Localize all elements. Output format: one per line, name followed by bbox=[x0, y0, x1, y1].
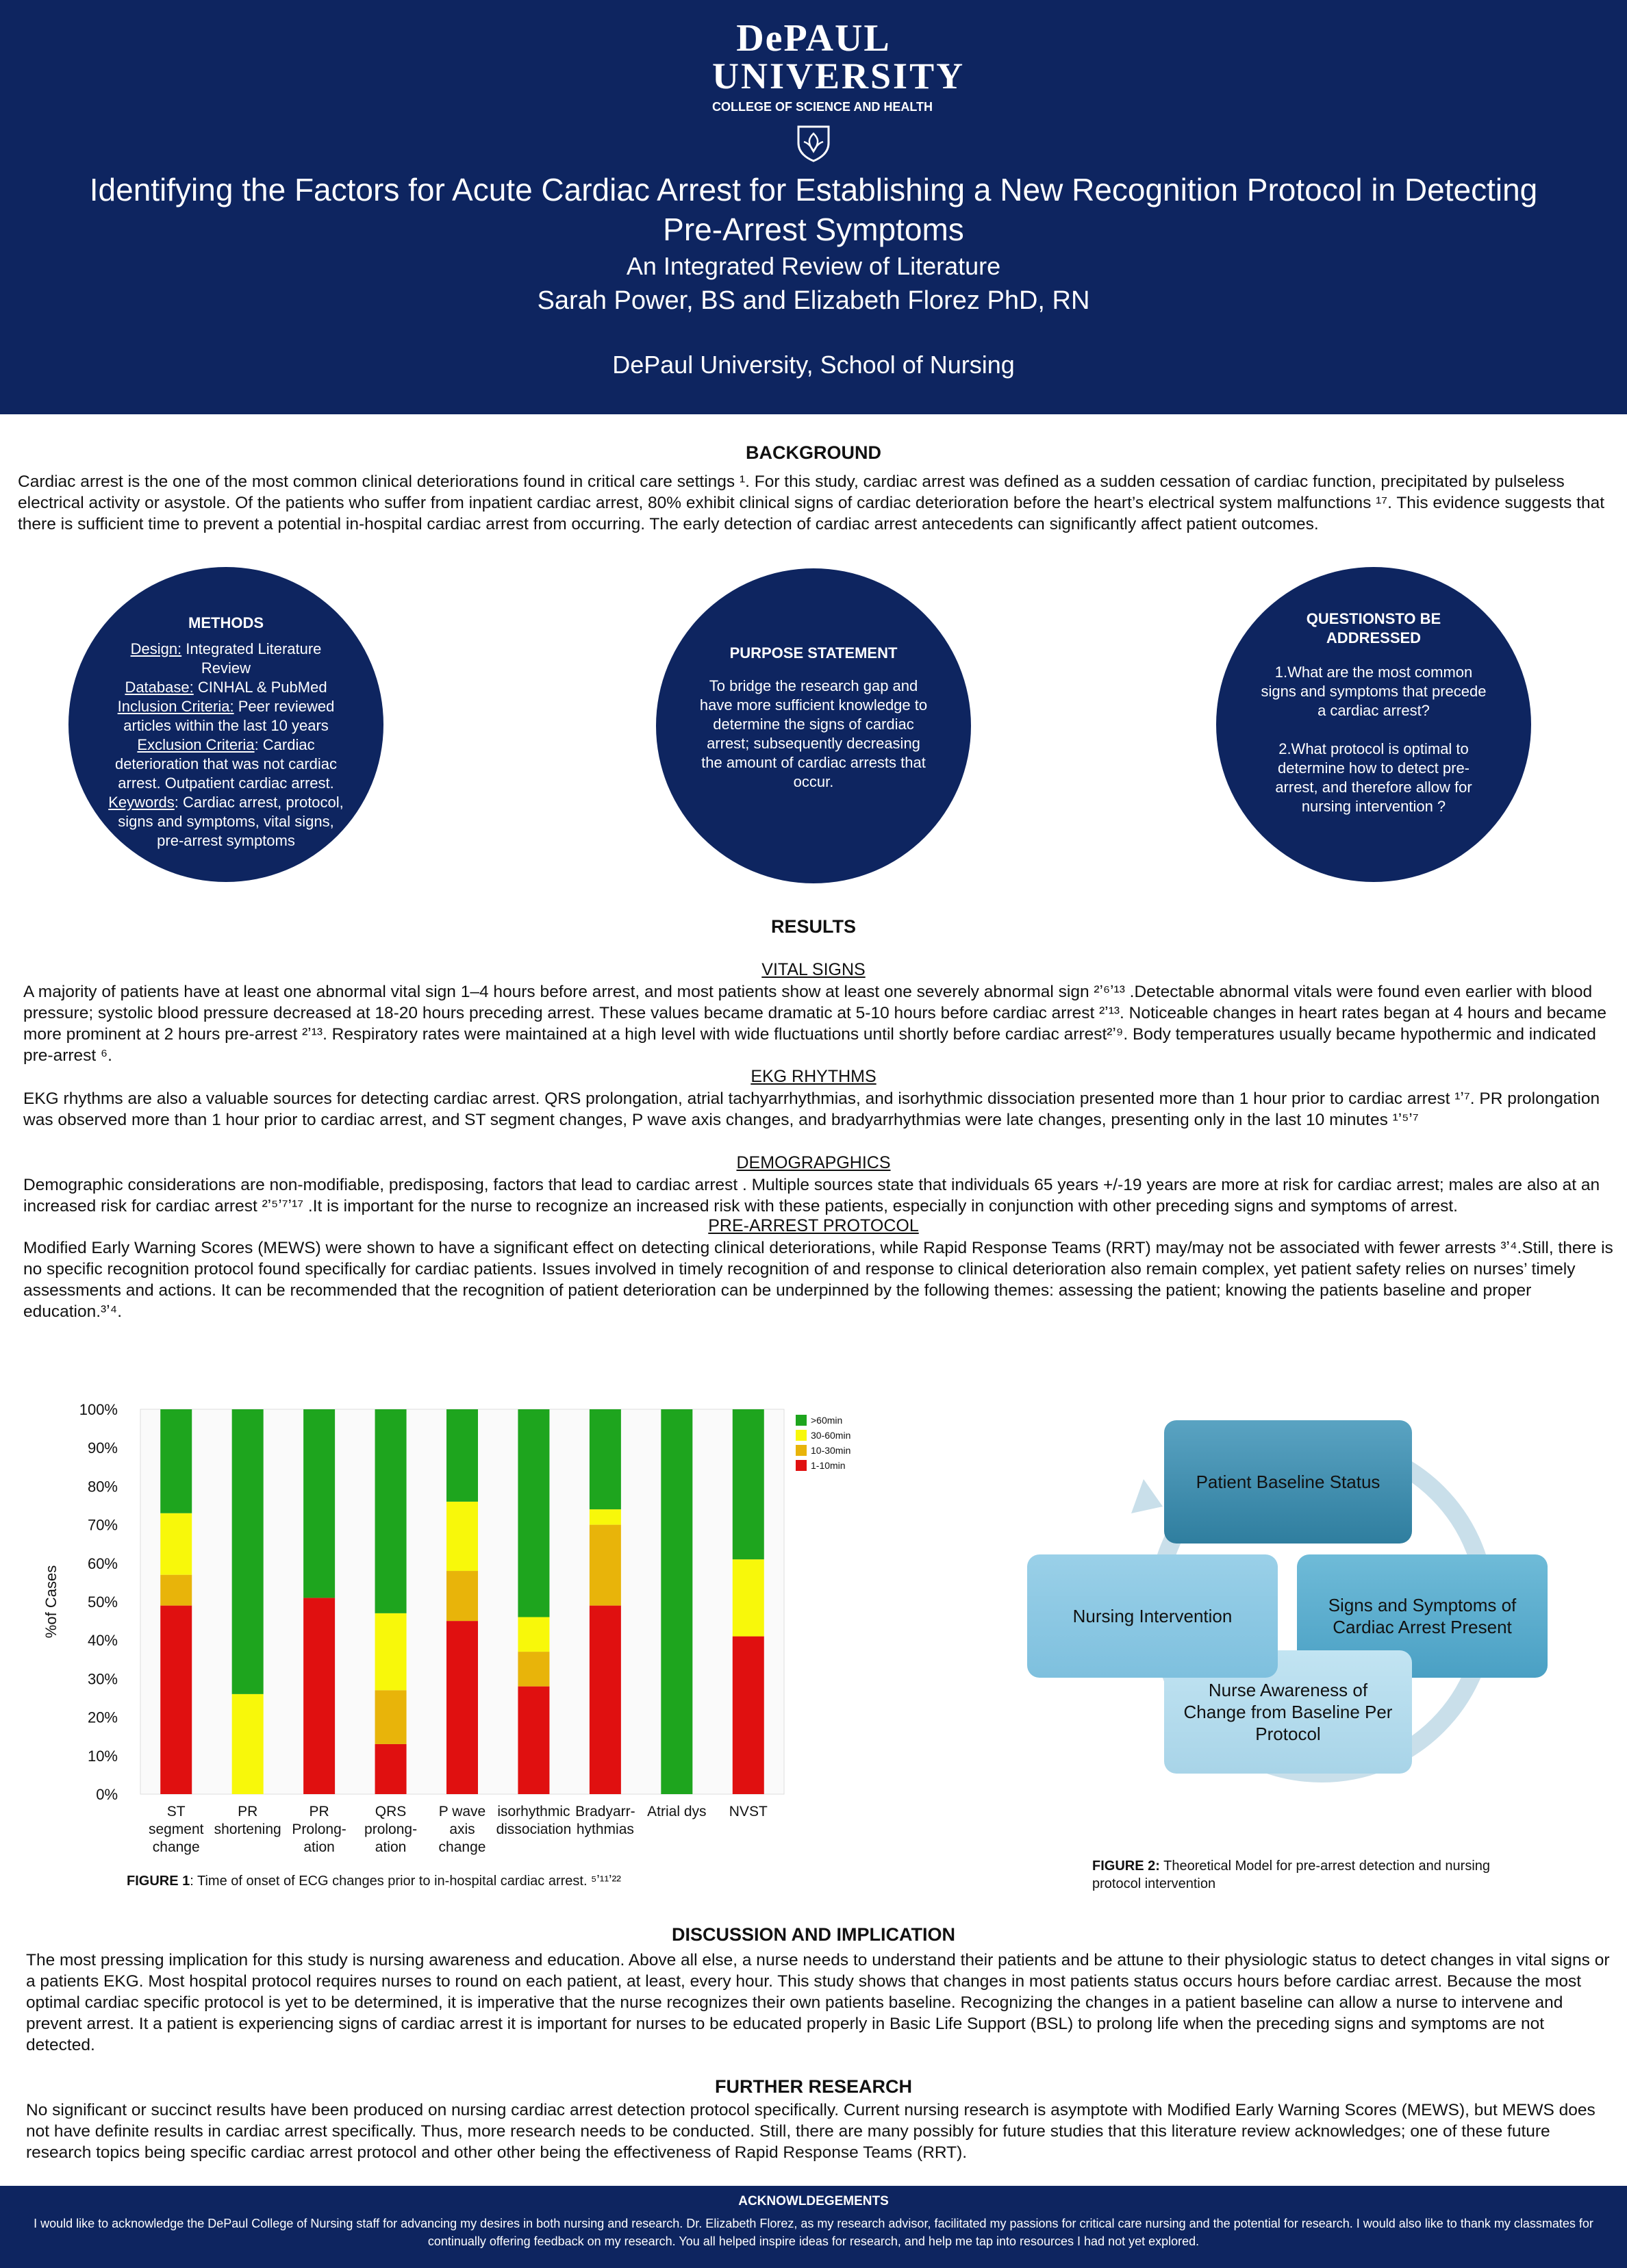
bar-segment bbox=[446, 1502, 478, 1571]
shield-icon bbox=[794, 124, 833, 162]
logo-line-2: UNIVERSITY bbox=[712, 55, 966, 97]
y-tick-label: 40% bbox=[87, 1632, 118, 1650]
purpose-text: To bridge the research gap and have more sufficient knowledge to determine the signs of cardiac arrest; subsequently decreasing the amount of cardiac arrests that occur. bbox=[699, 677, 928, 790]
bar-segment bbox=[518, 1687, 549, 1794]
y-tick-label: 80% bbox=[87, 1478, 118, 1496]
box-nursing-intervention: Nursing Intervention bbox=[1027, 1554, 1278, 1678]
y-tick-label: 0% bbox=[96, 1786, 118, 1803]
figure2-text: Theoretical Model for pre-arrest detection and nursing protocol intervention bbox=[1092, 1859, 1491, 1891]
box-patient-baseline: Patient Baseline Status bbox=[1164, 1420, 1412, 1544]
background-text: Cardiac arrest is the one of the most common clinical deteriorations found in critical care settings ¹. For this study, cardiac arrest was defined as a sudden cessation of cardiac function, precipitated by pulseless electrical activity or asystole. Of the patients who suffer from inpatient cardiac arrest, 80% exhibit clinical signs of cardiac deterioration before the heart’s electrical system malfunctions ¹⁷. This evidence suggests that there is sufficient time to prevent a potential in-hospital cardiac arrest from occurring. The early detection of cardiac arrest antecedents can significantly affect patient outcomes. bbox=[18, 473, 1605, 533]
methods-exclusion bbox=[104, 735, 348, 793]
questions-heading: QUESTIONSTO BE ADDRESSED bbox=[1306, 610, 1441, 646]
poster-authors: Sarah Power, BS and Elizabeth Florez PhD, RN bbox=[537, 286, 1090, 315]
methods-database-value: CINHAL & PubMed bbox=[193, 679, 327, 696]
figure1-caption bbox=[127, 1874, 621, 1889]
bar-segment bbox=[375, 1690, 407, 1744]
x-tick-label: PR shortening bbox=[214, 1804, 281, 1837]
x-tick-label: PR Prolong-ation bbox=[292, 1804, 346, 1855]
bar-segment bbox=[446, 1621, 478, 1794]
background-heading: BACKGROUND bbox=[746, 442, 881, 463]
ecg-onset-chart bbox=[27, 1390, 851, 1890]
bar-segment bbox=[446, 1409, 478, 1502]
acknowledgements-text: I would like to acknowledge the DePaul College of Nursing staff for advancing my desires in both nursing and research. Dr. Elizabeth Florez, as my research advisor, facilitated my passions for critical care nursing and the potential for research. I would also like to thank my classmates for continually offering feedback on my research. You all helped inspire ideas for research, and help me tap into resources I had not yet explored. bbox=[34, 2217, 1593, 2248]
methods-inclusion-value: Peer reviewed articles within the last 10 years bbox=[123, 698, 335, 734]
question-2: 2.What protocol is optimal to determine how to detect pre-arrest, and therefore allow for nursing intervention ? bbox=[1275, 740, 1472, 815]
x-tick-label: NVST bbox=[729, 1804, 768, 1819]
poster-subtitle: An Integrated Review of Literature bbox=[626, 252, 1001, 280]
bar-segment bbox=[160, 1606, 192, 1794]
bar-segment bbox=[518, 1409, 549, 1617]
methods-exclusion-label: Exclusion Criteria bbox=[137, 736, 255, 753]
methods-design bbox=[104, 640, 348, 678]
y-tick-label: 70% bbox=[87, 1516, 118, 1534]
y-tick-label: 90% bbox=[87, 1439, 118, 1457]
box-signs-symptoms: Signs and Symptoms of Cardiac Arrest Present bbox=[1297, 1554, 1548, 1678]
bar-segment bbox=[303, 1598, 335, 1794]
bar-segment bbox=[160, 1513, 192, 1575]
methods-design-label: Design: bbox=[130, 640, 182, 657]
figure1-text: : Time of onset of ECG changes prior to in-hospital cardiac arrest. ⁵ʼ¹¹ʼ²² bbox=[190, 1874, 621, 1889]
bar-segment bbox=[375, 1613, 407, 1690]
purpose-heading: PURPOSE STATEMENT bbox=[729, 644, 898, 662]
logo-line-3: COLLEGE OF SCIENCE AND HEALTH bbox=[712, 100, 933, 114]
bar-segment bbox=[590, 1409, 621, 1509]
purpose-circle bbox=[656, 568, 971, 883]
bar-segment bbox=[303, 1409, 335, 1598]
y-tick-label: 60% bbox=[87, 1554, 118, 1572]
y-tick-label: 10% bbox=[87, 1747, 118, 1765]
discussion-text: The most pressing implication for this study is nursing awareness and education. Above all else, a nurse needs to understand their patients and be attune to their physiologic status to detect changes in vital signs or a patients EKG. Most hospital protocol requires nurses to round on each patient, at least, every hour. This study shows that changes in most patients status occurs hours before cardiac arrest. Because the most optimal cardiac specific protocol is yet to be determined, it is imperative that the nurse recognizes their own patients baseline. Recognizing the changes in a patient baseline can allow a nurse to intervene and prevent arrest. It a patient is experiencing signs of cardiac arrest it is important for nurses to be educated properly in Basic Life Support (BSL) to prolong life when the preceding signs and symptoms are not detected. bbox=[26, 1951, 1610, 2054]
figure2-label: FIGURE 2: bbox=[1092, 1859, 1160, 1874]
question-1: 1.What are the most common signs and symptoms that precede a cardiac arrest? bbox=[1261, 664, 1487, 719]
demographics-text: Demographic considerations are non-modifiable, predisposing, factors that lead to cardiac arrest . Multiple sources state that individuals 65 years +/-19 years are more at risk for cardiac arrest; males are also at an increased risk for cardiac arrest ²ʼ⁵ʼ⁷ʼ¹⁷ .It is important for the nurse to recognize an increased risk with these patients, especially in conjunction with other preceding signs and symptoms of arrest. bbox=[23, 1176, 1600, 1215]
methods-inclusion-label: Inclusion Criteria: bbox=[117, 698, 234, 715]
x-tick-label: isorhythmic dissociation bbox=[496, 1804, 572, 1837]
y-tick-label: 30% bbox=[87, 1670, 118, 1688]
demographics-heading: DEMOGRAPGHICS bbox=[736, 1153, 891, 1172]
bar-segment bbox=[232, 1409, 264, 1694]
methods-circle bbox=[68, 567, 383, 882]
questions-circle bbox=[1216, 567, 1531, 882]
bar-segment bbox=[375, 1744, 407, 1794]
further-research-heading: FURTHER RESEARCH bbox=[714, 2076, 912, 2097]
y-tick-label: 50% bbox=[87, 1593, 118, 1611]
methods-database bbox=[104, 678, 348, 697]
protocol-text: Modified Early Warning Scores (MEWS) were shown to have a significant effect on detecting clinical deteriorations, while Rapid Response Teams (RRT) may/may not be associated with fewer arrests ³ʼ⁴.Still, there is no specific recognition protocol found specifically for cardiac patients. Issues involved in timely recognition of and response to clinical deterioration also remain complex, yet patient safety relies on nurses’ timely assessments and actions. It can be recommended that the recognition of patient deterioration can be underpinned by the following themes: assessing the patient; knowing the patients baseline and proper education.³ʼ⁴. bbox=[23, 1239, 1613, 1321]
poster-title: Identifying the Factors for Acute Cardiac Arrest for Establishing a New Recognition Protocol in Detecting Pre-Arrest Symptoms bbox=[89, 172, 1538, 247]
bar-segment bbox=[733, 1559, 764, 1636]
x-tick-label: ST segment change bbox=[148, 1804, 204, 1855]
bar-segment bbox=[590, 1606, 621, 1794]
figure2-caption bbox=[1092, 1857, 1517, 1893]
header-banner bbox=[0, 0, 1627, 414]
bar-segment bbox=[446, 1571, 478, 1621]
methods-inclusion bbox=[104, 697, 348, 735]
x-tick-label: Bradyarr-hythmias bbox=[575, 1804, 635, 1837]
acknowledgements-heading: ACKNOWLDEGEMENTS bbox=[738, 2194, 889, 2208]
x-tick-label: P wave axis change bbox=[438, 1804, 486, 1855]
results-heading: RESULTS bbox=[770, 916, 856, 937]
further-research-text: No significant or succinct results have been produced on nursing cardiac arrest detection protocol specifically. Current nursing research is asymptote with Modified Early Warning Scores (MEWS), but MEWS does not have definite results in cardiac arrest specifically. Thus, more research needs to be conducted. Still, there are many possibly for future studies that this literature review acknowledges; one of these future research topics being specific cardiac arrest protocol and other other being the effectiveness of Rapid Response Teams (RRT). bbox=[26, 2101, 1596, 2162]
bar-segment bbox=[518, 1652, 549, 1687]
bar-segment bbox=[518, 1617, 549, 1652]
poster-school: DePaul University, School of Nursing bbox=[612, 351, 1015, 379]
protocol-heading: PRE-ARREST PROTOCOL bbox=[708, 1216, 919, 1235]
methods-keywords-label: Keywords bbox=[108, 794, 175, 811]
bar-segment bbox=[733, 1637, 764, 1794]
legend-label: >60min bbox=[811, 1415, 843, 1426]
bar-segment bbox=[375, 1409, 407, 1613]
legend-swatch bbox=[796, 1445, 807, 1456]
bar-segment bbox=[733, 1409, 764, 1559]
bar-segment bbox=[160, 1575, 192, 1606]
vital-signs-heading: VITAL SIGNS bbox=[761, 960, 866, 979]
y-tick-label: 20% bbox=[87, 1709, 118, 1726]
y-axis-label: %of Cases bbox=[42, 1565, 60, 1639]
bar-segment bbox=[160, 1409, 192, 1513]
logo-line-1: DePAUL bbox=[736, 17, 891, 60]
x-tick-label: Atrial dys bbox=[647, 1804, 707, 1819]
methods-exclusion-value: : Cardiac deterioration that was not cardiac arrest. Outpatient cardiac arrest. bbox=[114, 736, 338, 792]
y-tick-label: 100% bbox=[79, 1401, 118, 1418]
bar-segment bbox=[232, 1694, 264, 1794]
legend-label: 10-30min bbox=[811, 1445, 851, 1456]
legend-swatch bbox=[796, 1415, 807, 1426]
acknowledgements-footer bbox=[0, 2186, 1627, 2268]
bar-segment bbox=[590, 1525, 621, 1606]
legend-label: 1-10min bbox=[811, 1460, 846, 1471]
x-tick-label: QRS prolong-ation bbox=[364, 1804, 418, 1855]
methods-heading: METHODS bbox=[188, 614, 264, 631]
discussion-heading: DISCUSSION AND IMPLICATION bbox=[671, 1924, 955, 1945]
bar-segment bbox=[661, 1409, 692, 1794]
box-nurse-awareness: Nurse Awareness of Change from Baseline Per Protocol bbox=[1164, 1650, 1412, 1774]
ekg-heading: EKG RHYTHMS bbox=[751, 1067, 876, 1086]
vital-signs-text: A majority of patients have at least one abnormal vital sign 1–4 hours before arrest, and most patients show at least one severely abnormal sign ²ʼ⁶ʼ¹³ .Detectable abnormal vitals were found even earlier with blood pressure; systolic blood pressure decreased at 18-20 hours preceding arrest. These values became dramatic at 5-10 hours before cardiac arrest ²ʼ¹³. Noticeable changes in heart rates began at 4 hours and became more prominent at 2 hours pre-arrest ²ʼ¹³. Respiratory rates were maintained at a high level with wide fluctuations until shortly before cardiac arrest²ʼ⁹. Body temperatures usually became hypothermic and indicated pre-arrest ⁶. bbox=[23, 983, 1606, 1065]
legend-swatch bbox=[796, 1430, 807, 1441]
figure1-label: FIGURE 1 bbox=[127, 1874, 190, 1889]
ekg-text: EKG rhythms are also a valuable sources for detecting cardiac arrest. QRS prolongation, atrial tachyarrhythmias, and isorhythmic dissociation presented more than 1 hour prior to cardiac arrest ¹ʼ⁷. PR prolongation was observed more than 1 hour prior to cardiac arrest, and ST segment changes, P wave axis changes, and bradyarrhythmias were late changes, presenting only in the last 10 minutes ¹ʼ⁵ʼ⁷ bbox=[23, 1089, 1600, 1129]
methods-keywords-value: : Cardiac arrest, protocol, signs and symptoms, vital signs, pre-arrest symptoms bbox=[118, 794, 344, 849]
legend-label: 30-60min bbox=[811, 1430, 851, 1441]
methods-keywords bbox=[104, 793, 348, 850]
legend-swatch bbox=[796, 1460, 807, 1471]
methods-database-label: Database: bbox=[125, 679, 194, 696]
methods-design-value: Integrated Literature Review bbox=[181, 640, 322, 677]
university-logo bbox=[712, 17, 966, 162]
bar-segment bbox=[590, 1509, 621, 1524]
